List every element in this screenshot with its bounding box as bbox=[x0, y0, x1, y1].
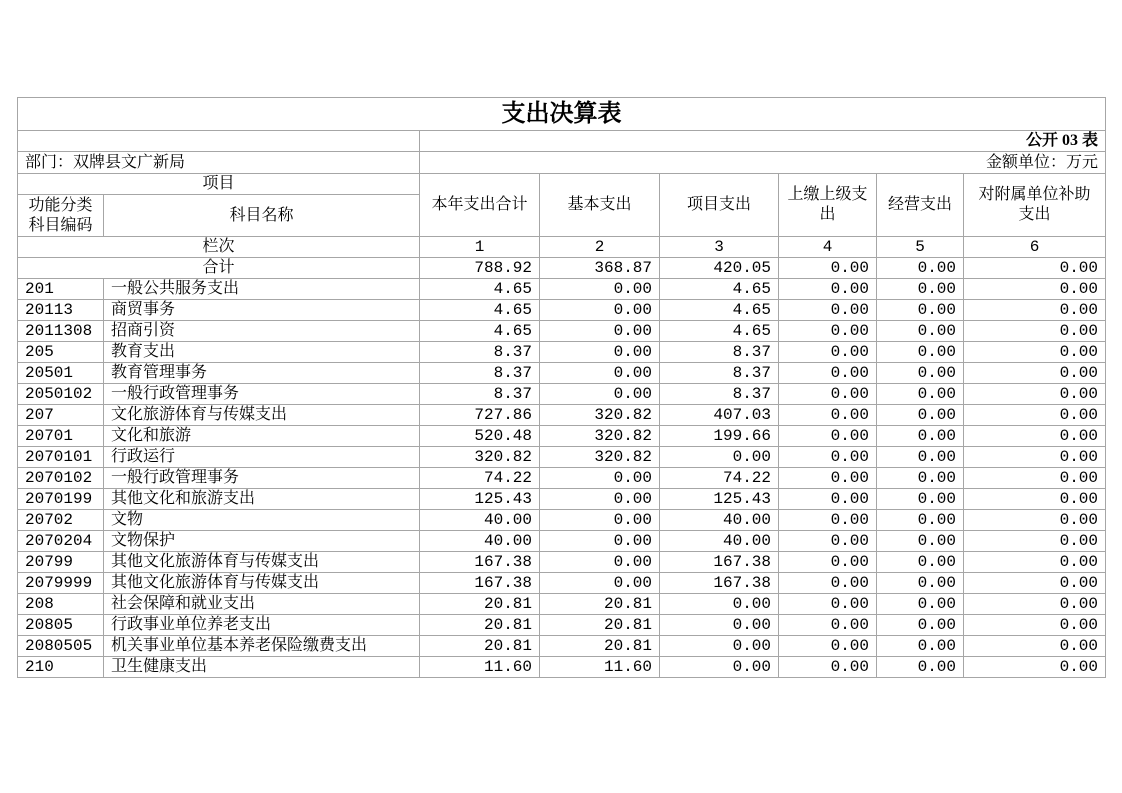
value-basic: 20.81 bbox=[540, 636, 660, 657]
value-project: 167.38 bbox=[660, 573, 779, 594]
total-value-operating: 0.00 bbox=[877, 258, 964, 279]
value-subsidy-to-affiliates: 0.00 bbox=[964, 321, 1106, 342]
value-operating: 0.00 bbox=[877, 426, 964, 447]
value-total: 167.38 bbox=[420, 573, 540, 594]
blank-cell bbox=[18, 131, 420, 152]
subject-code: 20805 bbox=[18, 615, 104, 636]
subject-name-header: 科目名称 bbox=[104, 195, 420, 237]
subject-name: 社会保障和就业支出 bbox=[104, 594, 420, 615]
subject-name: 其他文化和旅游支出 bbox=[104, 489, 420, 510]
value-subsidy-to-affiliates: 0.00 bbox=[964, 342, 1106, 363]
subject-code: 2070199 bbox=[18, 489, 104, 510]
subject-name: 商贸事务 bbox=[104, 300, 420, 321]
value-project: 4.65 bbox=[660, 300, 779, 321]
value-subsidy-to-affiliates: 0.00 bbox=[964, 468, 1106, 489]
subject-code-header-text: 功能分类科目编码 bbox=[28, 196, 93, 234]
value-remit-to-superior: 0.00 bbox=[779, 657, 877, 678]
value-project: 40.00 bbox=[660, 510, 779, 531]
value-subsidy-to-affiliates: 0.00 bbox=[964, 573, 1106, 594]
column-header-total bbox=[420, 174, 540, 237]
value-total: 4.65 bbox=[420, 279, 540, 300]
subject-name: 卫生健康支出 bbox=[104, 657, 420, 678]
subject-code: 207 bbox=[18, 405, 104, 426]
value-remit-to-superior: 0.00 bbox=[779, 594, 877, 615]
value-operating: 0.00 bbox=[877, 657, 964, 678]
value-basic: 320.82 bbox=[540, 426, 660, 447]
total-value-total: 788.92 bbox=[420, 258, 540, 279]
subject-code: 20113 bbox=[18, 300, 104, 321]
value-total: 4.65 bbox=[420, 321, 540, 342]
table-title: 支出决算表 bbox=[18, 98, 1106, 131]
value-remit-to-superior: 0.00 bbox=[779, 573, 877, 594]
value-subsidy-to-affiliates: 0.00 bbox=[964, 279, 1106, 300]
subject-code: 20501 bbox=[18, 363, 104, 384]
subject-code: 2011308 bbox=[18, 321, 104, 342]
subject-name: 文物 bbox=[104, 510, 420, 531]
subject-name: 文化旅游体育与传媒支出 bbox=[104, 405, 420, 426]
subject-name: 招商引资 bbox=[104, 321, 420, 342]
subject-name: 其他文化旅游体育与传媒支出 bbox=[104, 552, 420, 573]
value-subsidy-to-affiliates: 0.00 bbox=[964, 531, 1106, 552]
value-project: 125.43 bbox=[660, 489, 779, 510]
total-value-remit-to-superior: 0.00 bbox=[779, 258, 877, 279]
value-operating: 0.00 bbox=[877, 573, 964, 594]
value-subsidy-to-affiliates: 0.00 bbox=[964, 657, 1106, 678]
value-subsidy-to-affiliates: 0.00 bbox=[964, 510, 1106, 531]
subject-name: 一般公共服务支出 bbox=[104, 279, 420, 300]
subject-code: 20701 bbox=[18, 426, 104, 447]
value-operating: 0.00 bbox=[877, 300, 964, 321]
value-basic: 0.00 bbox=[540, 384, 660, 405]
total-label: 合计 bbox=[18, 258, 420, 279]
value-basic: 0.00 bbox=[540, 321, 660, 342]
value-basic: 11.60 bbox=[540, 657, 660, 678]
value-operating: 0.00 bbox=[877, 552, 964, 573]
value-subsidy-to-affiliates: 0.00 bbox=[964, 552, 1106, 573]
value-operating: 0.00 bbox=[877, 636, 964, 657]
value-total: 320.82 bbox=[420, 447, 540, 468]
value-project: 0.00 bbox=[660, 447, 779, 468]
value-project: 167.38 bbox=[660, 552, 779, 573]
value-remit-to-superior: 0.00 bbox=[779, 531, 877, 552]
subject-code: 2070101 bbox=[18, 447, 104, 468]
column-header-subsidy-text: 对附属单位补助支出 bbox=[978, 186, 1091, 223]
column-header-basic bbox=[540, 174, 660, 237]
value-project: 8.37 bbox=[660, 363, 779, 384]
subject-name: 文物保护 bbox=[104, 531, 420, 552]
value-total: 8.37 bbox=[420, 363, 540, 384]
value-remit-to-superior: 0.00 bbox=[779, 321, 877, 342]
value-operating: 0.00 bbox=[877, 594, 964, 615]
value-remit-to-superior: 0.00 bbox=[779, 384, 877, 405]
subject-name: 行政运行 bbox=[104, 447, 420, 468]
value-subsidy-to-affiliates: 0.00 bbox=[964, 447, 1106, 468]
value-basic: 0.00 bbox=[540, 510, 660, 531]
subject-code: 20702 bbox=[18, 510, 104, 531]
column-header-subsidy-to-affiliates bbox=[964, 174, 1106, 237]
subject-code: 20799 bbox=[18, 552, 104, 573]
subject-name: 教育支出 bbox=[104, 342, 420, 363]
value-operating: 0.00 bbox=[877, 321, 964, 342]
value-total: 74.22 bbox=[420, 468, 540, 489]
value-total: 8.37 bbox=[420, 384, 540, 405]
value-remit-to-superior: 0.00 bbox=[779, 447, 877, 468]
value-remit-to-superior: 0.00 bbox=[779, 510, 877, 531]
value-total: 40.00 bbox=[420, 510, 540, 531]
value-remit-to-superior: 0.00 bbox=[779, 363, 877, 384]
column-header-total-text: 本年支出合计 bbox=[431, 196, 528, 213]
subject-code: 205 bbox=[18, 342, 104, 363]
value-remit-to-superior: 0.00 bbox=[779, 342, 877, 363]
department-label: 部门：双牌县文广新局 bbox=[18, 152, 420, 174]
value-basic: 0.00 bbox=[540, 489, 660, 510]
value-operating: 0.00 bbox=[877, 363, 964, 384]
value-project: 40.00 bbox=[660, 531, 779, 552]
value-project: 0.00 bbox=[660, 615, 779, 636]
value-remit-to-superior: 0.00 bbox=[779, 489, 877, 510]
value-remit-to-superior: 0.00 bbox=[779, 636, 877, 657]
value-basic: 0.00 bbox=[540, 279, 660, 300]
value-total: 167.38 bbox=[420, 552, 540, 573]
column-header-remit-text: 上缴上级支出 bbox=[787, 186, 868, 223]
value-project: 0.00 bbox=[660, 657, 779, 678]
value-operating: 0.00 bbox=[877, 531, 964, 552]
value-remit-to-superior: 0.00 bbox=[779, 615, 877, 636]
amount-unit-label: 金额单位：万元 bbox=[420, 152, 1106, 174]
value-total: 4.65 bbox=[420, 300, 540, 321]
value-basic: 0.00 bbox=[540, 573, 660, 594]
value-total: 40.00 bbox=[420, 531, 540, 552]
value-remit-to-superior: 0.00 bbox=[779, 405, 877, 426]
value-project: 199.66 bbox=[660, 426, 779, 447]
subject-code: 208 bbox=[18, 594, 104, 615]
value-total: 20.81 bbox=[420, 594, 540, 615]
value-basic: 0.00 bbox=[540, 552, 660, 573]
total-value-basic: 368.87 bbox=[540, 258, 660, 279]
total-value-project: 420.05 bbox=[660, 258, 779, 279]
value-subsidy-to-affiliates: 0.00 bbox=[964, 300, 1106, 321]
subject-code: 2080505 bbox=[18, 636, 104, 657]
value-remit-to-superior: 0.00 bbox=[779, 279, 877, 300]
value-project: 407.03 bbox=[660, 405, 779, 426]
subject-code: 2070204 bbox=[18, 531, 104, 552]
value-operating: 0.00 bbox=[877, 279, 964, 300]
value-operating: 0.00 bbox=[877, 405, 964, 426]
subject-code: 2079999 bbox=[18, 573, 104, 594]
subject-name: 文化和旅游 bbox=[104, 426, 420, 447]
value-project: 8.37 bbox=[660, 342, 779, 363]
column-header-basic-text: 基本支出 bbox=[567, 196, 632, 213]
value-operating: 0.00 bbox=[877, 615, 964, 636]
value-basic: 0.00 bbox=[540, 300, 660, 321]
subject-name: 一般行政管理事务 bbox=[104, 468, 420, 489]
subject-name: 教育管理事务 bbox=[104, 363, 420, 384]
subject-name: 机关事业单位基本养老保险缴费支出 bbox=[104, 636, 420, 657]
value-subsidy-to-affiliates: 0.00 bbox=[964, 405, 1106, 426]
value-project: 4.65 bbox=[660, 321, 779, 342]
value-basic: 320.82 bbox=[540, 447, 660, 468]
value-total: 520.48 bbox=[420, 426, 540, 447]
column-index-number: 6 bbox=[964, 237, 1106, 258]
value-total: 8.37 bbox=[420, 342, 540, 363]
column-header-operating bbox=[877, 174, 964, 237]
value-basic: 20.81 bbox=[540, 594, 660, 615]
column-header-project bbox=[660, 174, 779, 237]
subject-name: 其他文化旅游体育与传媒支出 bbox=[104, 573, 420, 594]
value-operating: 0.00 bbox=[877, 384, 964, 405]
value-operating: 0.00 bbox=[877, 489, 964, 510]
value-project: 0.00 bbox=[660, 636, 779, 657]
value-total: 727.86 bbox=[420, 405, 540, 426]
value-operating: 0.00 bbox=[877, 447, 964, 468]
value-subsidy-to-affiliates: 0.00 bbox=[964, 615, 1106, 636]
value-basic: 20.81 bbox=[540, 615, 660, 636]
value-total: 11.60 bbox=[420, 657, 540, 678]
value-remit-to-superior: 0.00 bbox=[779, 552, 877, 573]
value-total: 20.81 bbox=[420, 615, 540, 636]
subject-code-header bbox=[18, 195, 104, 237]
subject-code: 210 bbox=[18, 657, 104, 678]
item-header: 项目 bbox=[18, 174, 420, 195]
value-basic: 0.00 bbox=[540, 342, 660, 363]
expenditure-table bbox=[17, 97, 1106, 678]
column-index-number: 4 bbox=[779, 237, 877, 258]
value-subsidy-to-affiliates: 0.00 bbox=[964, 363, 1106, 384]
value-remit-to-superior: 0.00 bbox=[779, 300, 877, 321]
value-remit-to-superior: 0.00 bbox=[779, 468, 877, 489]
subject-code: 2070102 bbox=[18, 468, 104, 489]
column-index-number: 5 bbox=[877, 237, 964, 258]
value-subsidy-to-affiliates: 0.00 bbox=[964, 489, 1106, 510]
subject-name: 行政事业单位养老支出 bbox=[104, 615, 420, 636]
value-operating: 0.00 bbox=[877, 510, 964, 531]
value-basic: 320.82 bbox=[540, 405, 660, 426]
total-value-subsidy-to-affiliates: 0.00 bbox=[964, 258, 1106, 279]
column-header-operating-text: 经营支出 bbox=[888, 196, 953, 213]
value-subsidy-to-affiliates: 0.00 bbox=[964, 426, 1106, 447]
value-project: 8.37 bbox=[660, 384, 779, 405]
value-basic: 0.00 bbox=[540, 363, 660, 384]
value-subsidy-to-affiliates: 0.00 bbox=[964, 384, 1106, 405]
value-operating: 0.00 bbox=[877, 342, 964, 363]
subject-code: 2050102 bbox=[18, 384, 104, 405]
value-subsidy-to-affiliates: 0.00 bbox=[964, 594, 1106, 615]
value-operating: 0.00 bbox=[877, 468, 964, 489]
value-project: 74.22 bbox=[660, 468, 779, 489]
form-code: 公开 03 表 bbox=[420, 131, 1106, 152]
column-index-number: 1 bbox=[420, 237, 540, 258]
value-basic: 0.00 bbox=[540, 531, 660, 552]
subject-name: 一般行政管理事务 bbox=[104, 384, 420, 405]
value-total: 125.43 bbox=[420, 489, 540, 510]
value-remit-to-superior: 0.00 bbox=[779, 426, 877, 447]
value-basic: 0.00 bbox=[540, 468, 660, 489]
column-index-label: 栏次 bbox=[18, 237, 420, 258]
value-project: 4.65 bbox=[660, 279, 779, 300]
column-header-remit-to-superior bbox=[779, 174, 877, 237]
column-index-number: 2 bbox=[540, 237, 660, 258]
subject-code: 201 bbox=[18, 279, 104, 300]
column-header-project-text: 项目支出 bbox=[687, 196, 752, 213]
value-project: 0.00 bbox=[660, 594, 779, 615]
column-index-number: 3 bbox=[660, 237, 779, 258]
value-total: 20.81 bbox=[420, 636, 540, 657]
value-subsidy-to-affiliates: 0.00 bbox=[964, 636, 1106, 657]
